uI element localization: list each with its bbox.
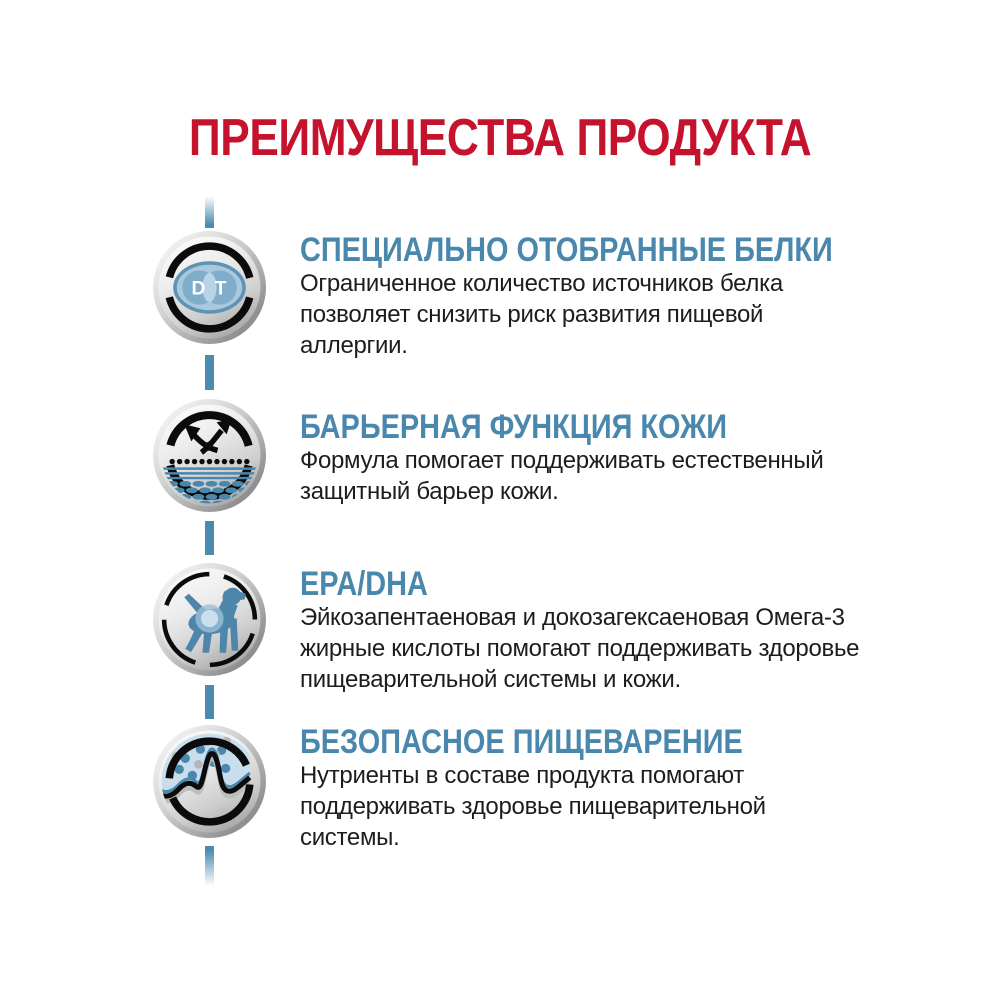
body-line: поддерживать здоровье пищеварительной (300, 793, 766, 820)
digestive-wave-icon (152, 724, 267, 839)
benefit-row-1 (300, 232, 960, 361)
hip-glow-inner (201, 610, 218, 627)
dots-row (169, 459, 249, 464)
benefit-row-2 (300, 409, 960, 507)
benefit-heading-4: БЕЗОПАСНОЕ ПИЩЕВАРЕНИЕ (300, 723, 743, 761)
benefit-row-4 (300, 724, 960, 853)
body-line: позволяет снизить риск развития пищевой (300, 301, 764, 328)
body-line: пищеварительной системы и кожи. (300, 666, 681, 693)
benefit-heading-2: БАРЬЕРНАЯ ФУНКЦИЯ КОЖИ (300, 408, 728, 446)
body-line: Формула помогает поддерживать естественный (300, 447, 824, 474)
benefit-body-1 (300, 268, 960, 361)
body-line: системы. (300, 824, 400, 851)
benefit-heading-3: EPA/DHA (300, 565, 428, 603)
benefit-body-2 (300, 445, 960, 507)
body-line: жирные кислоты помогают поддерживать здоровье (300, 635, 860, 662)
protein-sources-venn-icon (152, 230, 267, 345)
timeline-segment-bottom (205, 846, 214, 886)
body-line: Ограниченное количество источников белка (300, 270, 783, 297)
timeline-segment-top (205, 196, 214, 228)
benefit-body-3 (300, 602, 960, 695)
timeline-segment-1 (205, 355, 214, 390)
page-title (0, 109, 1000, 167)
body-line: Нутриенты в составе продукта помогают (300, 762, 744, 789)
timeline-segment-2 (205, 521, 214, 555)
benefit-body-4 (300, 760, 960, 853)
benefit-heading-1: СПЕЦИАЛЬНО ОТОБРАННЫЕ БЕЛКИ (300, 231, 833, 269)
letter-d: D (191, 278, 206, 300)
skin-barrier-layers-icon (152, 398, 267, 513)
body-line: защитный барьер кожи. (300, 478, 559, 505)
page-title-text: ПРЕИМУЩЕСТВА ПРОДУКТА (188, 109, 812, 167)
letter-t: T (214, 278, 227, 300)
body-line: аллергии. (300, 332, 408, 359)
dog-silhouette-icon (152, 562, 267, 677)
timeline-segment-3 (205, 685, 214, 719)
benefit-row-3 (300, 566, 960, 695)
body-line: Эйкозапентаеновая и докозагексаеновая Омега-3 (300, 604, 845, 631)
